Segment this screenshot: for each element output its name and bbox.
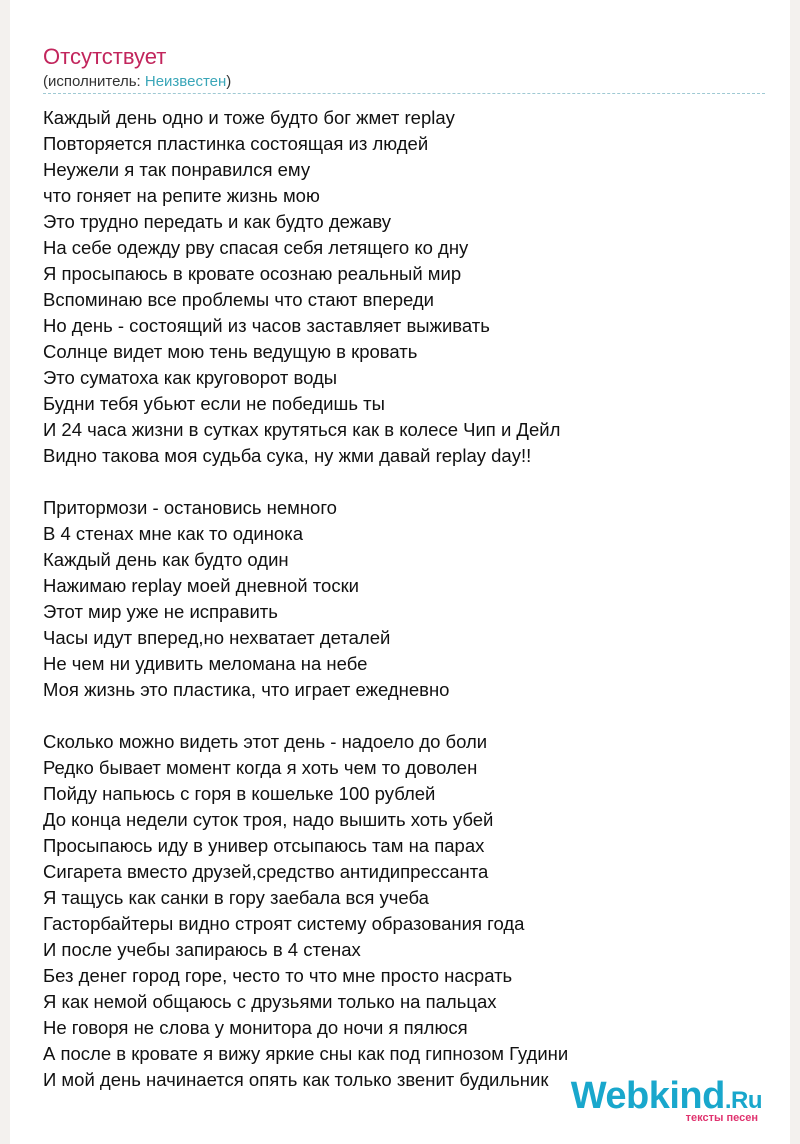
lyric-line: Это суматоха как круговорот воды [43, 367, 338, 388]
lyric-line: Каждый день как будто один [43, 549, 289, 570]
lyric-line: Пойду напьюсь с горя в кошельке 100 рублей [43, 783, 436, 804]
lyric-line: А после в кровате я вижу яркие сны как под гипнозом Гудини [43, 1043, 569, 1064]
lyric-line: Этот мир уже не исправить [43, 601, 278, 622]
lyric-line: И мой день начинается опять как только звенит будильник [43, 1069, 549, 1090]
artist-link[interactable]: Неизвестен [144, 73, 227, 90]
lyric-line: Притормози - остановись немного [43, 497, 337, 518]
lyric-line: Каждый день одно и тоже будто бог жмет replay [43, 107, 455, 128]
lyrics-page [10, 0, 790, 1144]
logo-domain: .Ru [724, 1087, 762, 1114]
lyrics-body [43, 105, 783, 1093]
lyric-line: Не чем ни удивить меломана на небе [43, 653, 368, 674]
lyric-line: Редко бывает момент когда я хоть чем то доволен [43, 757, 478, 778]
lyric-line: Будни тебя убьют если не победишь ты [43, 393, 385, 414]
lyric-line: На себе одежду рву спасая себя летящего ко дну [43, 237, 469, 258]
lyric-line: Видно такова моя судьба сука, ну жми давай replay day!! [43, 445, 532, 466]
lyric-line: В 4 стенах мне как то одинока [43, 523, 303, 544]
lyric-line: И после учебы запираюсь в 4 стенах [43, 939, 361, 960]
lyric-line: До конца недели суток троя, надо вышить хоть убей [43, 809, 494, 830]
stanza-gap [43, 469, 783, 495]
lyric-line: Сколько можно видеть этот день - надоело до боли [43, 731, 488, 752]
lyric-line: Не говоря не слова у монитора до ночи я пялюся [43, 1017, 468, 1038]
webkind-logo[interactable] [570, 1075, 762, 1124]
logo-tagline: тексты песен [685, 1112, 758, 1124]
lyric-line: И 24 часа жизни в сутках крутяться как в колесе Чип и Дейл [43, 419, 561, 440]
lyric-line: Моя жизнь это пластика, что играет ежедневно [43, 679, 450, 700]
lyric-line: Это трудно передать и как будто дежаву [43, 211, 392, 232]
lyric-line: Я тащусь как санки в гору заебала вся учеба [43, 887, 429, 908]
lyric-line: Я как немой общаюсь с друзьями только на пальцах [43, 991, 497, 1012]
lyric-line: Гасторбайтеры видно строят систему образования года [43, 913, 525, 934]
song-title: Отсутствует [43, 44, 167, 69]
artist-suffix: ) [226, 73, 232, 90]
header-divider [43, 93, 765, 94]
lyric-line: Повторяется пластинка состоящая из людей [43, 133, 429, 154]
lyric-line: Я просыпаюсь в кровате осознаю реальный мир [43, 263, 462, 284]
lyric-line: Просыпаюсь иду в универ отсыпаюсь там на парах [43, 835, 485, 856]
artist-prefix: (исполнитель: [43, 73, 145, 90]
stanza-gap [43, 703, 783, 729]
lyric-line: что гоняет на репите жизнь мою [43, 185, 320, 206]
lyric-line: Без денег город горе, често то что мне просто насрать [43, 965, 513, 986]
lyric-line: Нажимаю replay моей дневной тоски [43, 575, 360, 596]
lyric-line: Неужели я так понравился ему [43, 159, 311, 180]
lyric-line: Солнце видет мою тень ведущую в кровать [43, 341, 418, 362]
artist-line [43, 73, 231, 91]
lyric-line: Но день - состоящий из часов заставляет выживать [43, 315, 490, 336]
logo-name: Webkind [570, 1075, 725, 1117]
lyric-line: Сигарета вместо друзей,средство антидипрессанта [43, 861, 489, 882]
lyric-line: Вспоминаю все проблемы что стают впереди [43, 289, 435, 310]
lyric-line: Часы идут вперед,но нехватает деталей [43, 627, 391, 648]
